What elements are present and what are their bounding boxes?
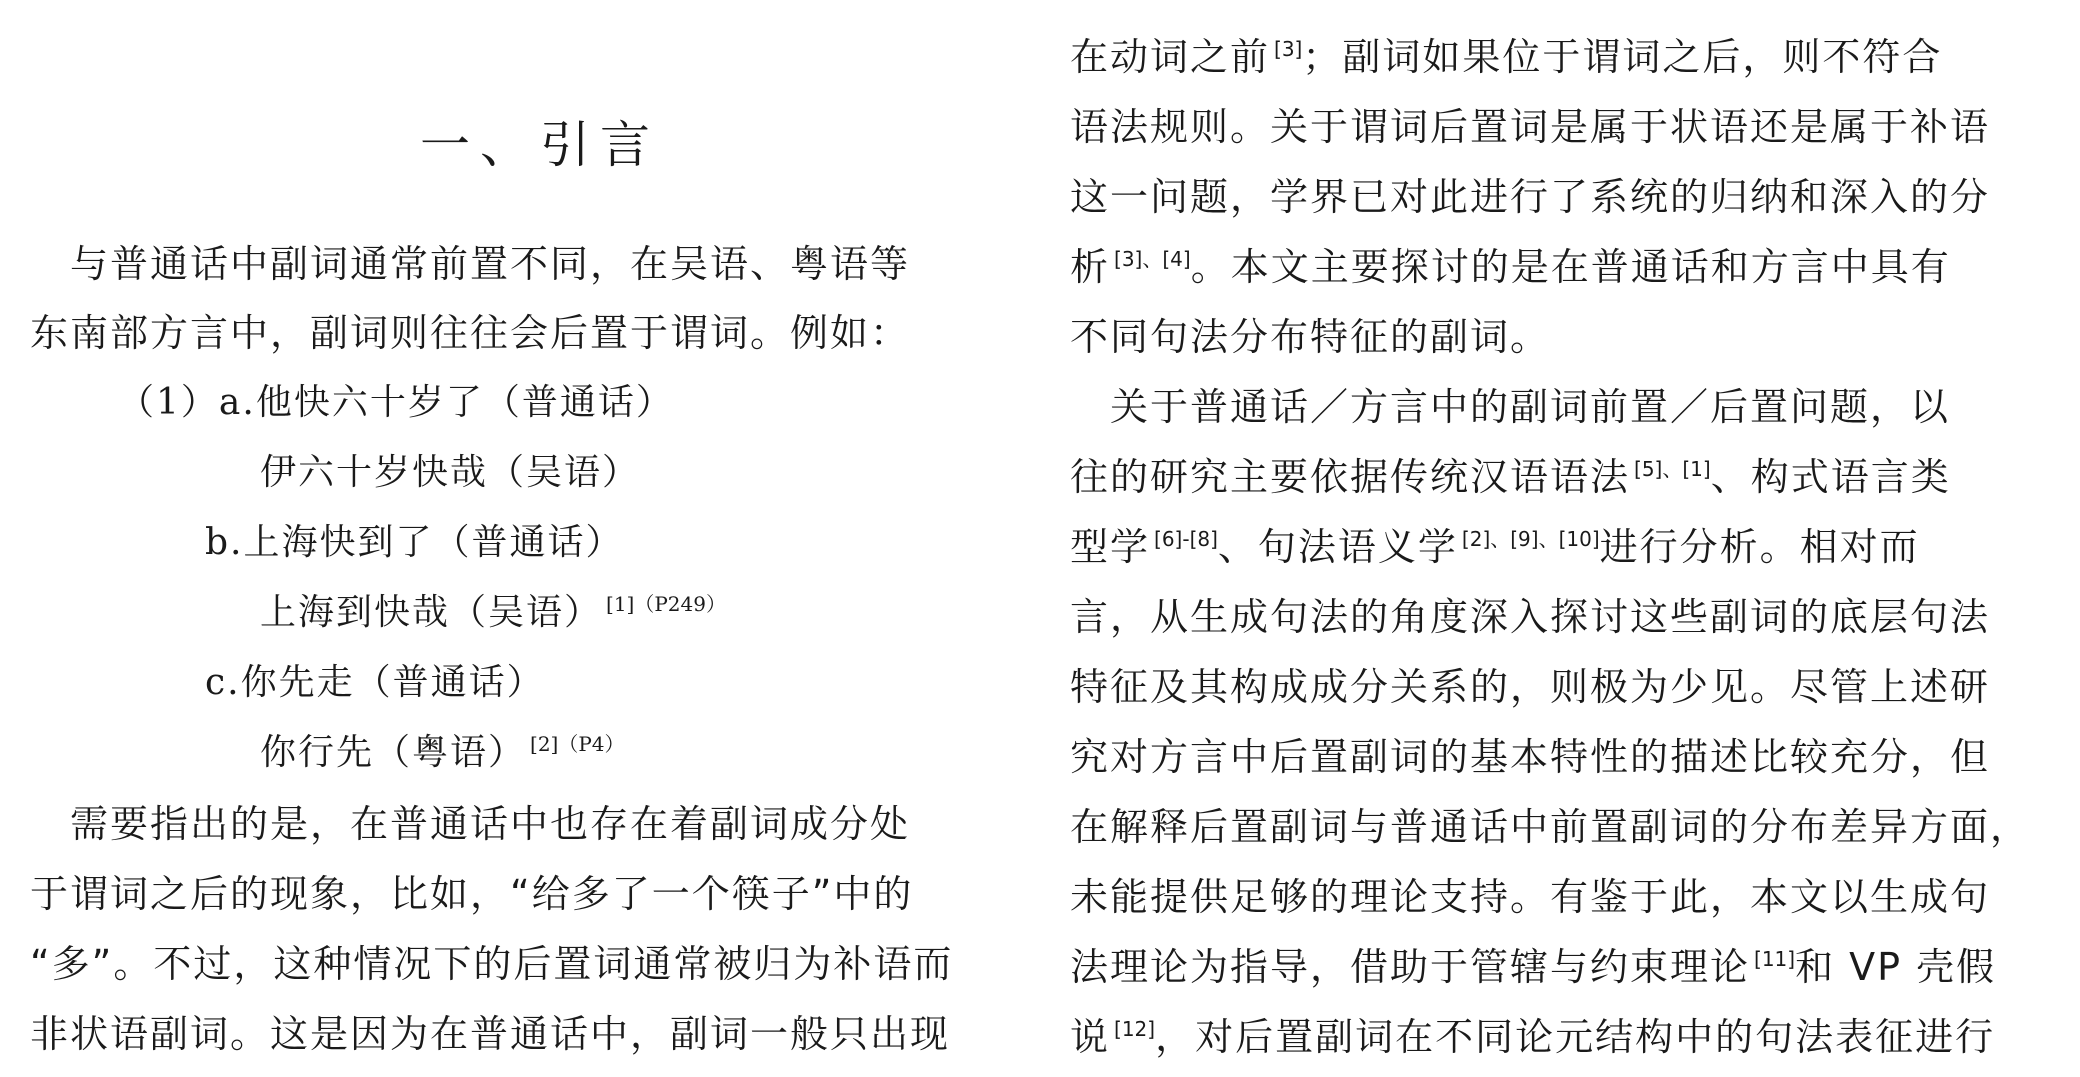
paragraph-line: 这一问题，学界已对此进行了系统的归纳和深入的分 <box>1070 175 1991 219</box>
example-line <box>205 522 624 563</box>
text-run: 型学 <box>1070 525 1151 569</box>
citation: [11] <box>1754 947 1796 972</box>
example-label: b. <box>205 522 244 563</box>
citation: [2]、[9]、[10] <box>1461 527 1600 552</box>
example-line <box>118 382 674 423</box>
paragraph-line: 特征及其构成成分关系的，则极为少见。尽管上述研 <box>1070 665 1991 709</box>
paragraph-line: 非状语副词。这是因为在普通话中，副词一般只出现 <box>30 1012 951 1056</box>
text-run: ；副词如果位于谓词之后，则不符合 <box>1302 35 1943 79</box>
paragraph-line: 究对方言中后置副词的基本特性的描述比较充分，但 <box>1070 735 1991 779</box>
paragraph-line <box>1070 455 1951 499</box>
paragraph-line <box>1070 525 1920 569</box>
citation: [1]（P249） <box>606 592 726 616</box>
paragraph-line: 东南部方言中，副词则往往会后置于谓词。例如： <box>30 311 911 355</box>
text-run: 和 VP 壳假 <box>1795 945 1997 989</box>
paragraph-line: 于谓词之后的现象，比如，“给多了一个筷子”中的 <box>30 872 914 916</box>
citation: [5]、[1] <box>1634 457 1711 482</box>
example-label: （1）a. <box>118 382 256 423</box>
citation: [12] <box>1114 1017 1156 1042</box>
paragraph-line: 语法规则。关于谓词后置词是属于状语还是属于补语 <box>1070 105 1991 149</box>
section-title: 一、引言 <box>420 116 660 174</box>
example-text: 你行先（粤语） <box>260 732 527 773</box>
text-run: 、句法语义学 <box>1217 525 1458 569</box>
paragraph-line: 在解释后置副词与普通话中前置副词的分布差异方面， <box>1070 805 2031 849</box>
example-line <box>260 452 641 493</box>
text-run: 。本文主要探讨的是在普通话和方言中具有 <box>1190 245 1951 289</box>
text-run: ，对后置副词在不同论元结构中的句法表征进行 <box>1155 1015 1996 1059</box>
text-run: 说 <box>1070 1015 1111 1059</box>
example-text: 他快六十岁了（普通话） <box>255 382 674 423</box>
example-text: 上海快到了（普通话） <box>243 522 624 563</box>
text-run: 进行分析。相对而 <box>1599 525 1920 569</box>
text-run: 、构式语言类 <box>1710 455 1951 499</box>
example-text: 伊六十岁快哉（吴语） <box>260 452 641 493</box>
example-line <box>205 662 545 703</box>
example-line <box>260 732 625 773</box>
paragraph-line: 关于普通话／方言中的副词前置／后置问题，以 <box>1070 385 1951 429</box>
citation: [3]、[4] <box>1114 247 1191 272</box>
text-run: 法理论为指导，借助于管辖与约束理论 <box>1070 945 1751 989</box>
paragraph-line <box>1070 35 1943 79</box>
text-run: 在动词之前 <box>1070 35 1271 79</box>
paragraph-line <box>1070 945 1997 989</box>
citation: [3] <box>1274 37 1303 62</box>
paragraph-line <box>1070 1015 1996 1059</box>
paragraph-line: 未能提供足够的理论支持。有鉴于此，本文以生成句 <box>1070 875 1991 919</box>
example-line <box>260 592 726 633</box>
paragraph-line: 不同句法分布特征的副词。 <box>1070 315 1551 359</box>
example-label: c. <box>205 662 241 703</box>
text-run: 析 <box>1070 245 1111 289</box>
paragraph-line: 与普通话中副词通常前置不同，在吴语、粤语等 <box>30 242 911 286</box>
paragraph-line: 需要指出的是，在普通话中也存在着副词成分处 <box>30 802 911 846</box>
citation: [6]-[8] <box>1154 527 1218 552</box>
citation: [2]（P4） <box>530 732 625 756</box>
paragraph-line <box>1070 245 1951 289</box>
example-text: 上海到快哉（吴语） <box>260 592 603 633</box>
example-text: 你先走（普通话） <box>240 662 545 703</box>
paragraph-line: “多”。不过，这种情况下的后置词通常被归为补语而 <box>30 942 954 986</box>
paragraph-line: 言，从生成句法的角度深入探讨这些副词的底层句法 <box>1070 595 1991 639</box>
text-run: 往的研究主要依据传统汉语语法 <box>1070 455 1631 499</box>
